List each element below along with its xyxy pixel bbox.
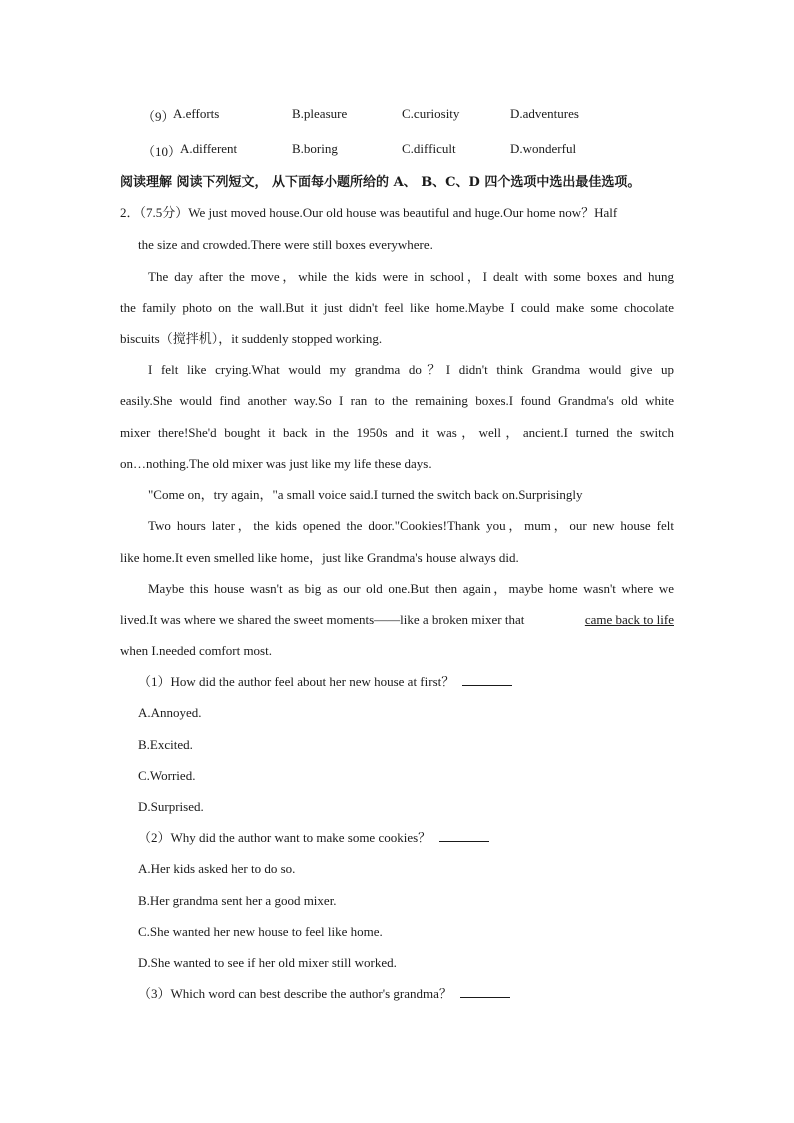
- answer-blank[interactable]: [439, 829, 489, 842]
- underlined-phrase: came back to life: [584, 612, 674, 627]
- passage-line: like home.It even smelled like home，just like Grandma's house always did.: [120, 550, 519, 565]
- q2-option-d[interactable]: D.She wanted to see if her old mixer still worked.: [138, 955, 397, 970]
- passage-text: We just moved house.Our old house was beautiful and huge.Our home now？Half: [188, 205, 618, 220]
- q2-option-b[interactable]: B.Her grandma sent her a good mixer.: [138, 893, 337, 908]
- q9-option-c[interactable]: C.curiosity: [402, 106, 460, 121]
- q10-number: （10）: [142, 144, 182, 159]
- q10-option-b[interactable]: B.boring: [292, 141, 338, 156]
- q1-option-a[interactable]: A.Annoyed.: [138, 705, 202, 720]
- section-header: 阅读理解 阅读下列短文， 从下面每小题所给的 A、 B、C、D 四个选项中选出最佳选项。: [120, 175, 641, 190]
- question-number: 2．: [120, 205, 140, 220]
- passage-line: mixer there!She'd bought it back in the 1950s and it was，well，ancient.I turned the switch: [120, 425, 674, 440]
- passage-line: the family photo on the wall.But it just didn't feel like home.Maybe I could make some chocolate: [120, 300, 674, 315]
- passage-line: I felt like crying.What would my grandma do？I didn't think Grandma would give up: [148, 362, 674, 377]
- question-stem-2: （2）Why did the author want to make some cookies？: [138, 829, 489, 847]
- passage-line: "Come on，try again，"a small voice said.I turned the switch back on.Surprisingly: [148, 487, 583, 502]
- q2-option-a[interactable]: A.Her kids asked her to do so.: [138, 861, 296, 876]
- q9-option-a[interactable]: A.efforts: [173, 106, 220, 121]
- q10-option-d[interactable]: D.wonderful: [510, 141, 577, 156]
- passage-line: when I.needed comfort most.: [120, 643, 272, 658]
- passage-line: on…nothing.The old mixer was just like my life these days.: [120, 456, 432, 471]
- passage-line: easily.She would find another way.So I ran to the remaining boxes.I found Grandma's old white: [120, 393, 674, 408]
- q10-option-c[interactable]: C.difficult: [402, 141, 456, 156]
- q1-option-d[interactable]: D.Surprised.: [138, 799, 204, 814]
- passage-line: The day after the move，while the kids were in school，I dealt with some boxes and hung: [148, 269, 674, 284]
- q9-option-b[interactable]: B.pleasure: [292, 106, 348, 121]
- answer-blank[interactable]: [462, 673, 512, 686]
- passage-line-underlined: [120, 611, 674, 629]
- question-stem-1: （1）How did the author feel about her new house at first？: [138, 673, 512, 691]
- question-score: （7.5分）: [139, 205, 189, 220]
- passage-line: biscuits（搅拌机），it suddenly stopped working.: [120, 331, 383, 346]
- passage-first-line: [120, 204, 617, 222]
- q2-option-c[interactable]: C.She wanted her new house to feel like home.: [138, 924, 383, 939]
- q1-option-c[interactable]: C.Worried.: [138, 768, 196, 783]
- q10-option-a[interactable]: A.different: [180, 141, 238, 156]
- q1-option-b[interactable]: B.Excited.: [138, 737, 193, 752]
- passage-text: lived.It was where we shared the sweet moments——like a broken mixer that: [120, 612, 525, 627]
- q9-number: （9）: [142, 109, 175, 124]
- passage-line: Maybe this house wasn't as big as our old one.But then again，maybe home wasn't where we: [148, 581, 674, 596]
- passage-line: the size and crowded.There were still boxes everywhere.: [138, 237, 433, 252]
- answer-blank[interactable]: [460, 985, 510, 998]
- question-stem-3: （3）Which word can best describe the author's grandma？: [138, 985, 510, 1003]
- passage-line: Two hours later，the kids opened the door."Cookies!Thank you，mum，our new house felt: [148, 518, 674, 533]
- q9-option-d[interactable]: D.adventures: [510, 106, 579, 121]
